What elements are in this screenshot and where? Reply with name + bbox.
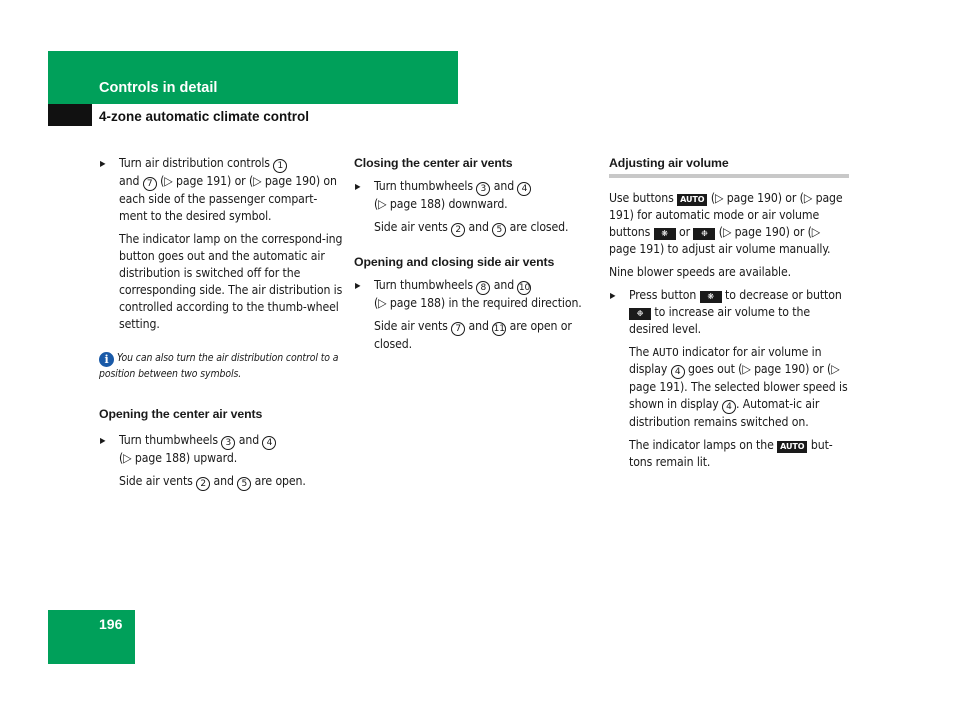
- callout-number: 4: [671, 365, 685, 379]
- callout-number: 2: [451, 223, 465, 237]
- paragraph: The indicator lamps on the AUTO but-tons remain lit.: [629, 438, 833, 469]
- callout-number: 8: [476, 281, 490, 295]
- header-bar: [48, 51, 458, 104]
- page-number: 196: [99, 616, 123, 632]
- column-3: [609, 155, 849, 471]
- info-icon: i: [99, 352, 114, 367]
- callout-number: 4: [722, 400, 736, 414]
- instruction-step: ▶ Press button ❋ to decrease or button ❉ to increase air volume to the desired level.: [609, 287, 849, 338]
- callout-number: 4: [262, 436, 276, 450]
- callout-number: 7: [143, 177, 157, 191]
- auto-button-icon: AUTO: [677, 194, 707, 206]
- subsection-title: 4-zone automatic climate control: [99, 109, 310, 124]
- paragraph: Side air vents 2 and 5 are closed.: [374, 220, 569, 235]
- section-title: Controls in detail: [99, 80, 218, 96]
- fan-low-icon: ❋: [700, 291, 722, 303]
- callout-number: 5: [237, 477, 251, 491]
- fan-high-icon: ❉: [629, 308, 651, 320]
- instruction-step: ▶ Turn thumbwheels 3 and 4 (▷ page 188) downward.: [354, 178, 599, 213]
- fan-high-icon: ❉: [693, 228, 715, 240]
- paragraph: Use buttons AUTO (▷ page 190) or (▷ page 191) for automatic mode or air volume buttons ❋ or ❉ (▷ page 190) or (▷ page 191) to adjust air volume manually.: [609, 191, 843, 256]
- section-heading: Closing the center air vents: [354, 156, 513, 170]
- callout-number: 2: [196, 477, 210, 491]
- callout-number: 5: [492, 223, 506, 237]
- column-1: [99, 155, 344, 491]
- paragraph: The indicator lamp on the correspond-ing button goes out and the automatic air distribution is switched off for the corresponding side. The air distribution is controlled according to the thumb-wheel setting.: [119, 232, 343, 331]
- instruction-step: ▶ Turn thumbwheels 3 and 4 (▷ page 188) upward.: [99, 432, 344, 467]
- info-note: i You can also turn the air distribution control to a position between two symbols.: [99, 352, 339, 380]
- callout-number: 4: [517, 182, 531, 196]
- section-heading: Opening the center air vents: [99, 407, 263, 421]
- instruction-step: ▶ Turn air distribution controls 1 and 7 (▷ page 191) or (▷ page 190) on each side of the passenger compart-ment to the desired symbol.: [99, 155, 344, 225]
- fan-low-icon: ❋: [654, 228, 676, 240]
- section-heading: Adjusting air volume: [609, 155, 849, 178]
- section-heading: Opening and closing side air vents: [354, 255, 555, 269]
- column-2: [354, 155, 599, 353]
- header-marker: [48, 104, 92, 126]
- callout-number: 1: [273, 159, 287, 173]
- paragraph: Side air vents 7 and 11 are open or closed.: [374, 319, 572, 351]
- callout-number: 3: [221, 436, 235, 450]
- paragraph: Side air vents 2 and 5 are open.: [119, 474, 306, 489]
- paragraph: Nine blower speeds are available.: [609, 265, 792, 279]
- callout-number: 7: [451, 322, 465, 336]
- paragraph: The AUTO indicator for air volume in display 4 goes out (▷ page 190) or (▷ page 191). The selected blower speed is shown in display 4 . Automat-ic air distribution remains switched on.: [629, 345, 848, 429]
- instruction-step: ▶ Turn thumbwheels 8 and 10 (▷ page 188) in the required direction.: [354, 277, 599, 312]
- callout-number: 11: [493, 324, 505, 334]
- callout-number: 10: [518, 283, 531, 293]
- callout-number: 3: [476, 182, 490, 196]
- auto-button-icon: AUTO: [777, 441, 807, 453]
- auto-indicator-text: AUTO: [652, 346, 679, 359]
